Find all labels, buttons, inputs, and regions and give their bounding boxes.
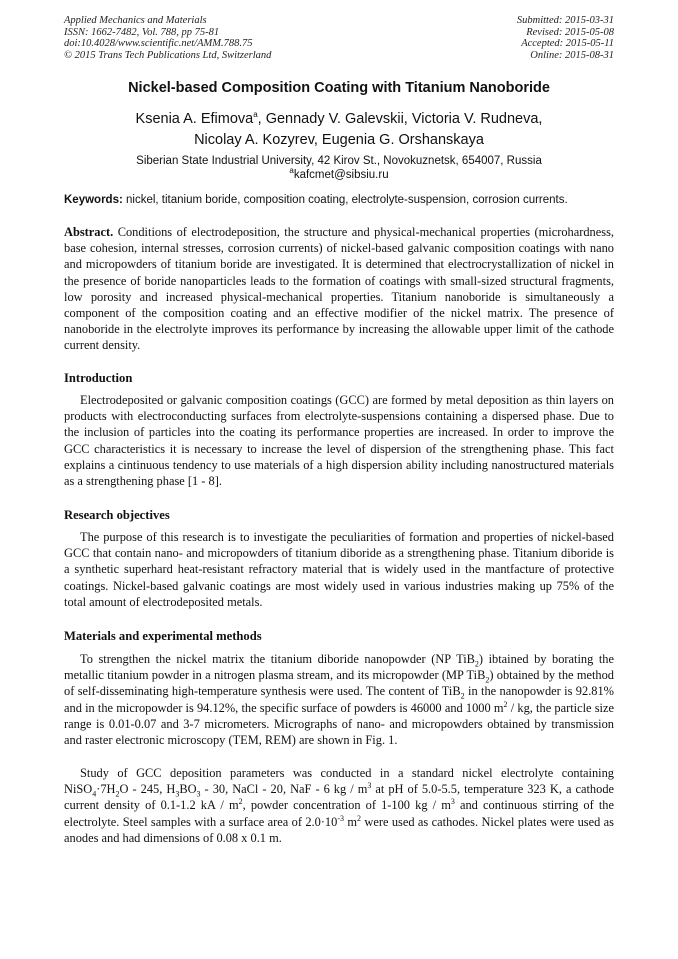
author-first: Ksenia A. Efimova	[135, 111, 254, 127]
copyright: © 2015 Trans Tech Publications Ltd, Switzerland	[64, 49, 272, 61]
methods-paragraph-2: Study of GCC deposition parameters was conducted in a standard nickel electrolyte containing $NiSO_4\cdot 7H_2O - 245$, $H_3BO_3 - 30$, NaCl - 20, NaF - 6 kg / $m^3$ at pH of 5.0-5.5, temperature 323 K, a cathode current density of 0.1-1.2 kA / $m^2$, powder concentration of 1-100 kg / $m^3$ and continuous stirring of the electrolyte. Steel samples with a surface area of $2.0\cdot 10^{-3}$ $m^2$ were used as cathodes. Nickel plates were used as anodes and had dimensions of 0.08 x 0.1 m.	[64, 766, 615, 845]
doi: doi:10.4028/www.scientific.net/AMM.788.75	[64, 38, 253, 50]
affiliation: Siberian State Industrial University, 42 Kirov St., Novokuznetsk, 654007, Russia $^a$kafcmet@sibsiu.ru	[60, 154, 618, 182]
journal-header-right	[517, 15, 614, 61]
objectives-heading: Research objectives	[64, 508, 170, 522]
objectives-text: The purpose of this research is to investigate the peculiarities of formation and properties of nickel-based GCC that contain nano- and micropowders of titanium diboride as a strengthening phase. Titanium diboride is a synthetic superhard heat-resistant refractory material that is widely used in the mantfacture of protective coatings. Nickel-based galvanic coatings are most widely used in various industries making up 75% of the total amount of electrodeposited metals.	[64, 530, 614, 609]
issn: ISSN: 1662-7482, Vol. 788, pp 75-81	[64, 26, 220, 38]
online-date: Online: 2015-08-31	[530, 49, 614, 61]
institution: Siberian State Industrial University, 42 Kirov St., Novokuznetsk, 654007, Russia	[136, 155, 542, 167]
keywords-text: nickel, titanium boride, composition coating, electrolyte-suspension, corrosion currents.	[122, 194, 568, 206]
methods-paragraph-1: To strengthen the nickel matrix the titanium diboride nanopowder (NP TiB$_2$) ibtained by borating the metallic titanium powder in a nitrogen plasma stream, and its micropowder (MP TiB$_2$) obtained by the method of self-disseminating high-temperature synthesis were used. The content of TiB$_2$ in the nanopowder is 92.81% and in the micropowder is 94.12%, the specific surface of powders is 46000 and 1000 $m^2$ / kg, the particle size range is 0.01-0.07 and 3-7 micrometers. Micrographs of nano- and micropowders obtained by transmission and raster electronic microscopy (TEM, REM) are shown in Fig. 1.	[64, 652, 615, 748]
author-list: Ksenia A. Efimova$^a$, Gennady V. Galevskii, Victoria V. Rudneva, Nicolay A. Kozyrev, Eugenia G. Orshanskaya	[60, 109, 618, 151]
author-line-2: Nicolay A. Kozyrev, Eugenia G. Orshanskaya	[194, 132, 484, 148]
paper-title: Nickel-based Composition Coating with Titanium Nanoboride	[128, 80, 550, 96]
keywords-label: Keywords:	[64, 194, 123, 206]
author-email: kafcmet@sibsiu.ru	[293, 169, 389, 181]
abstract-label: Abstract.	[64, 225, 114, 239]
methods-heading: Materials and experimental methods	[64, 629, 262, 643]
accepted-date: Accepted: 2015-05-11	[521, 38, 614, 50]
journal-name: Applied Mechanics and Materials	[64, 15, 207, 26]
author-rest: , Gennady V. Galevskii, Victoria V. Rudneva,	[257, 111, 543, 127]
abstract-text: Conditions of electrodeposition, the structure and physical-mechanical properties (microhardness, base cohesion, internal stresses, corrosion currents) of nickel-based galvanic composition coatings with nano and micropowders of titanium boride are investigated. It is determined that electrocrystallization of nickel in the presence of boride nanoparticles leads to the formation of coatings with small-sized structural fragments, low porosity and increased physical-mechanical properties. Titanium nanoboride is simultaneously a component of the composition coating and an effective modifier of the nickel matrix. The presence of nanoboride in the electrolyte improves its performance by increasing the allowable upper limit of the cathode current density.	[64, 225, 614, 353]
journal-header-left	[64, 15, 271, 61]
revised-date: Revised: 2015-05-08	[526, 26, 614, 38]
submitted-date: Submitted: 2015-03-31	[516, 15, 614, 26]
abstract	[64, 224, 614, 354]
keywords	[64, 194, 618, 206]
introduction-text: Electrodeposited or galvanic composition coatings (GCC) are formed by metal deposition as thin layers on products with electroconducting surfaces from electrolyte-suspensions containing a dispersed phase. Due to the inclusion of particles into the coating its performance properties are increased. In order to improve the GCC characteristics it is necessary to increase the level of dispersion of the strengthening phase. This fact explains a cintinuous tendency to use materials of a high dispersion ability including nanostructured materials as a strengthening phase [1 - 8].	[64, 393, 614, 489]
introduction-heading: Introduction	[64, 371, 133, 385]
